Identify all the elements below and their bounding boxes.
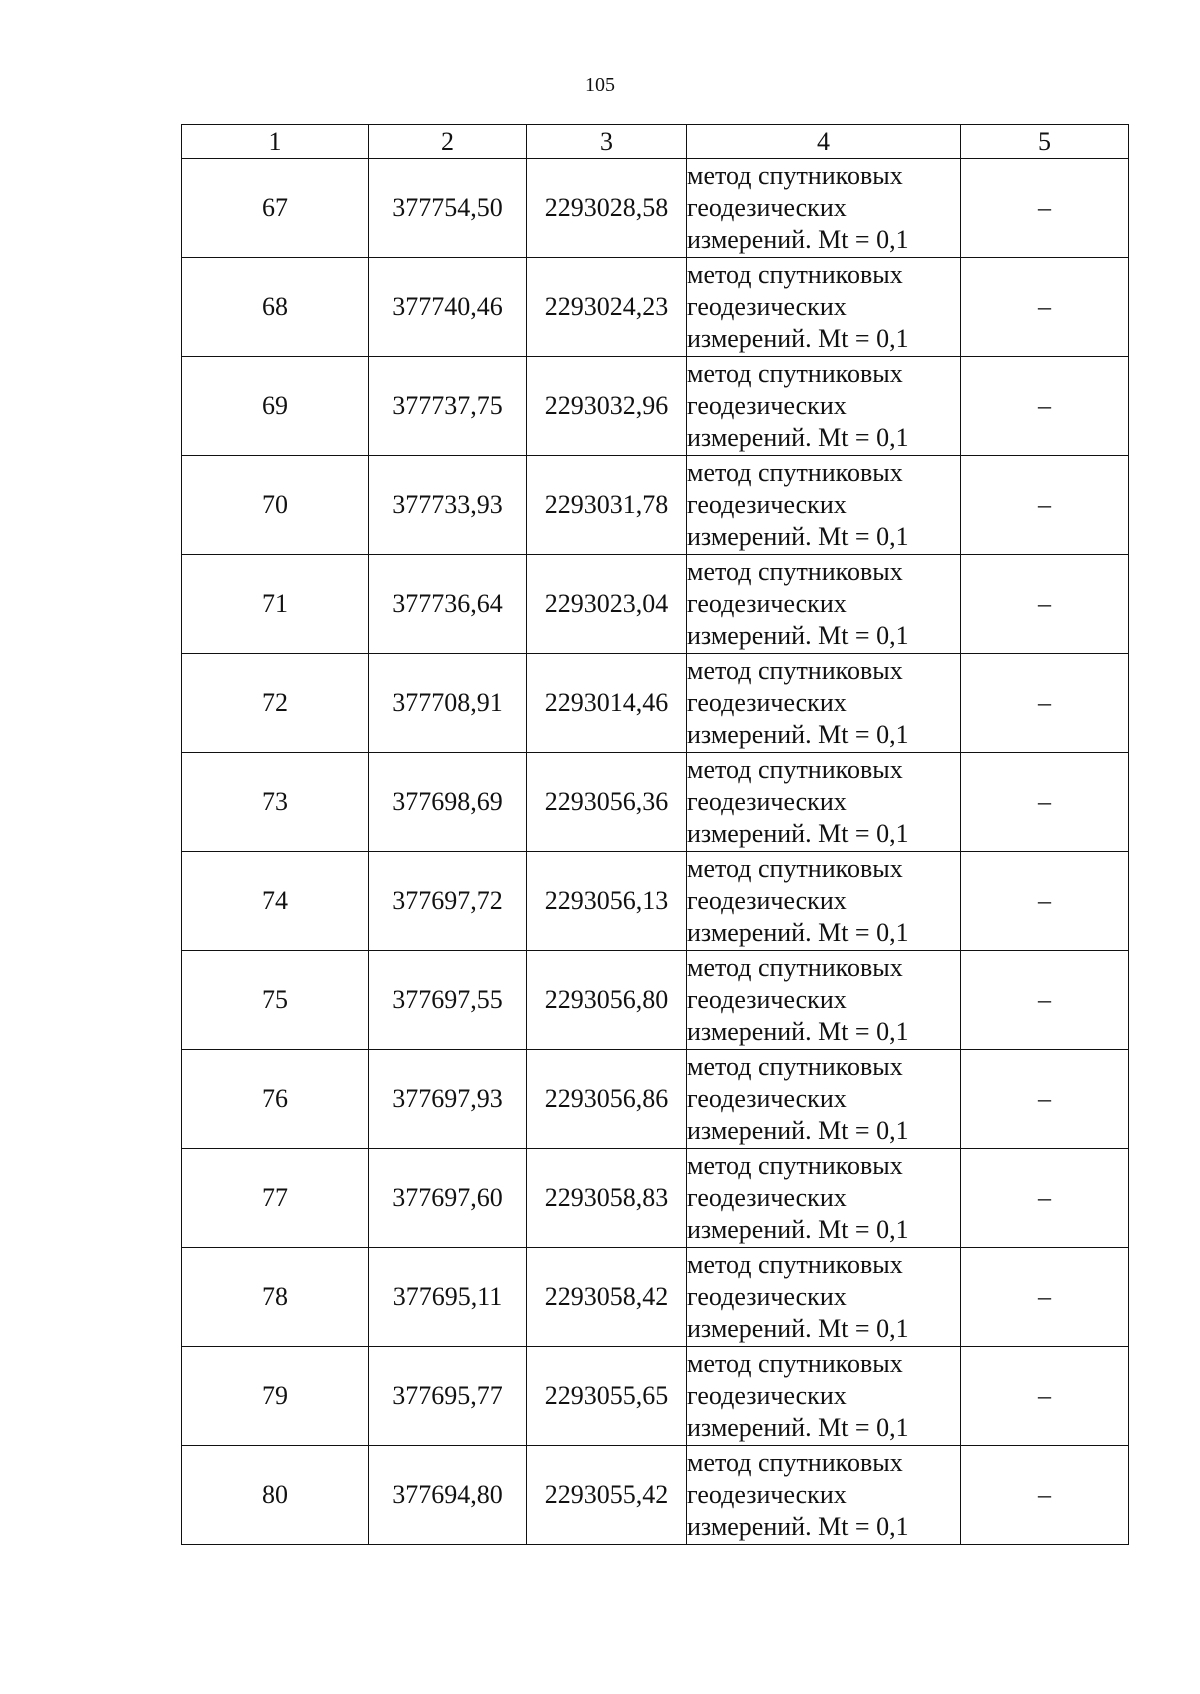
x-coordinate-cell: 377698,69 (369, 753, 527, 852)
y-coordinate-cell: 2293056,86 (527, 1050, 687, 1149)
note-cell: – (961, 555, 1129, 654)
method-cell (687, 951, 961, 1050)
note-cell: – (961, 1446, 1129, 1545)
method-line: метод спутниковых (687, 1052, 903, 1081)
table-row (182, 753, 1129, 852)
method-line: измерений. Mt = 0,1 (687, 621, 909, 650)
table-row (182, 852, 1129, 951)
method-cell (687, 1050, 961, 1149)
page-number: 105 (585, 74, 615, 96)
method-line: метод спутниковых (687, 458, 903, 487)
point-number-cell: 70 (182, 456, 369, 555)
method-cell (687, 555, 961, 654)
y-coordinate-cell: 2293032,96 (527, 357, 687, 456)
method-line: измерений. Mt = 0,1 (687, 423, 909, 452)
table-row (182, 1149, 1129, 1248)
method-line: измерений. Mt = 0,1 (687, 225, 909, 254)
method-cell (687, 753, 961, 852)
x-coordinate-cell: 377737,75 (369, 357, 527, 456)
note-cell: – (961, 852, 1129, 951)
point-number-cell: 73 (182, 753, 369, 852)
method-cell (687, 258, 961, 357)
method-line: геодезических (687, 688, 847, 717)
method-line: метод спутниковых (687, 1250, 903, 1279)
table-row (182, 951, 1129, 1050)
method-cell (687, 1347, 961, 1446)
y-coordinate-cell: 2293024,23 (527, 258, 687, 357)
method-line: геодезических (687, 985, 847, 1014)
column-header-1: 1 (182, 125, 369, 159)
method-line: метод спутниковых (687, 854, 903, 883)
method-cell (687, 357, 961, 456)
note-cell: – (961, 1149, 1129, 1248)
table-row (182, 1446, 1129, 1545)
method-line: геодезических (687, 292, 847, 321)
note-cell: – (961, 1347, 1129, 1446)
point-number-cell: 77 (182, 1149, 369, 1248)
x-coordinate-cell: 377695,77 (369, 1347, 527, 1446)
x-coordinate-cell: 377697,55 (369, 951, 527, 1050)
method-line: метод спутниковых (687, 656, 903, 685)
method-line: измерений. Mt = 0,1 (687, 1314, 909, 1343)
y-coordinate-cell: 2293058,83 (527, 1149, 687, 1248)
point-number-cell: 69 (182, 357, 369, 456)
table-header (182, 125, 1129, 159)
method-line: метод спутниковых (687, 1151, 903, 1180)
y-coordinate-cell: 2293055,65 (527, 1347, 687, 1446)
y-coordinate-cell: 2293031,78 (527, 456, 687, 555)
point-number-cell: 75 (182, 951, 369, 1050)
y-coordinate-cell: 2293058,42 (527, 1248, 687, 1347)
column-header-3: 3 (527, 125, 687, 159)
x-coordinate-cell: 377708,91 (369, 654, 527, 753)
method-cell (687, 1248, 961, 1347)
method-line: метод спутниковых (687, 755, 903, 784)
point-number-cell: 68 (182, 258, 369, 357)
method-line: измерений. Mt = 0,1 (687, 918, 909, 947)
point-number-cell: 67 (182, 159, 369, 258)
method-line: метод спутниковых (687, 359, 903, 388)
table-row (182, 1050, 1129, 1149)
note-cell: – (961, 654, 1129, 753)
note-cell: – (961, 159, 1129, 258)
point-number-cell: 71 (182, 555, 369, 654)
x-coordinate-cell: 377697,72 (369, 852, 527, 951)
point-number-cell: 79 (182, 1347, 369, 1446)
method-line: метод спутниковых (687, 260, 903, 289)
note-cell: – (961, 258, 1129, 357)
method-line: геодезических (687, 193, 847, 222)
method-line: измерений. Mt = 0,1 (687, 1116, 909, 1145)
table-row (182, 357, 1129, 456)
y-coordinate-cell: 2293023,04 (527, 555, 687, 654)
table-row (182, 1248, 1129, 1347)
point-number-cell: 74 (182, 852, 369, 951)
method-cell (687, 159, 961, 258)
column-header-2: 2 (369, 125, 527, 159)
method-line: измерений. Mt = 0,1 (687, 1215, 909, 1244)
x-coordinate-cell: 377736,64 (369, 555, 527, 654)
y-coordinate-cell: 2293056,80 (527, 951, 687, 1050)
method-line: измерений. Mt = 0,1 (687, 324, 909, 353)
column-header-5: 5 (961, 125, 1129, 159)
method-line: метод спутниковых (687, 161, 903, 190)
method-line: геодезических (687, 1480, 847, 1509)
note-cell: – (961, 951, 1129, 1050)
method-cell (687, 1446, 961, 1545)
point-number-cell: 78 (182, 1248, 369, 1347)
table-row (182, 654, 1129, 753)
method-cell (687, 654, 961, 753)
y-coordinate-cell: 2293028,58 (527, 159, 687, 258)
method-cell (687, 1149, 961, 1248)
header-row (182, 125, 1129, 159)
method-line: геодезических (687, 490, 847, 519)
method-line: геодезических (687, 1381, 847, 1410)
note-cell: – (961, 1248, 1129, 1347)
method-line: метод спутниковых (687, 1448, 903, 1477)
point-number-cell: 80 (182, 1446, 369, 1545)
method-line: геодезических (687, 1282, 847, 1311)
method-line: измерений. Mt = 0,1 (687, 1413, 909, 1442)
method-line: измерений. Mt = 0,1 (687, 522, 909, 551)
note-cell: – (961, 1050, 1129, 1149)
x-coordinate-cell: 377695,11 (369, 1248, 527, 1347)
method-line: измерений. Mt = 0,1 (687, 819, 909, 848)
method-line: измерений. Mt = 0,1 (687, 1017, 909, 1046)
method-line: метод спутниковых (687, 1349, 903, 1378)
x-coordinate-cell: 377733,93 (369, 456, 527, 555)
x-coordinate-cell: 377697,60 (369, 1149, 527, 1248)
note-cell: – (961, 456, 1129, 555)
method-line: геодезических (687, 1084, 847, 1113)
method-line: метод спутниковых (687, 953, 903, 982)
table-row (182, 159, 1129, 258)
table-body (182, 159, 1129, 1545)
x-coordinate-cell: 377740,46 (369, 258, 527, 357)
point-number-cell: 76 (182, 1050, 369, 1149)
note-cell: – (961, 357, 1129, 456)
y-coordinate-cell: 2293055,42 (527, 1446, 687, 1545)
table-row (182, 555, 1129, 654)
method-cell (687, 456, 961, 555)
table-row (182, 1347, 1129, 1446)
table-row (182, 456, 1129, 555)
point-number-cell: 72 (182, 654, 369, 753)
method-line: геодезических (687, 589, 847, 618)
column-header-4: 4 (687, 125, 961, 159)
coordinates-table (181, 124, 1129, 1545)
method-line: измерений. Mt = 0,1 (687, 720, 909, 749)
y-coordinate-cell: 2293056,13 (527, 852, 687, 951)
method-cell (687, 852, 961, 951)
x-coordinate-cell: 377694,80 (369, 1446, 527, 1545)
method-line: геодезических (687, 391, 847, 420)
method-line: геодезических (687, 1183, 847, 1212)
y-coordinate-cell: 2293056,36 (527, 753, 687, 852)
y-coordinate-cell: 2293014,46 (527, 654, 687, 753)
x-coordinate-cell: 377754,50 (369, 159, 527, 258)
x-coordinate-cell: 377697,93 (369, 1050, 527, 1149)
method-line: метод спутниковых (687, 557, 903, 586)
method-line: геодезических (687, 787, 847, 816)
method-line: геодезических (687, 886, 847, 915)
table-row (182, 258, 1129, 357)
note-cell: – (961, 753, 1129, 852)
method-line: измерений. Mt = 0,1 (687, 1512, 909, 1541)
